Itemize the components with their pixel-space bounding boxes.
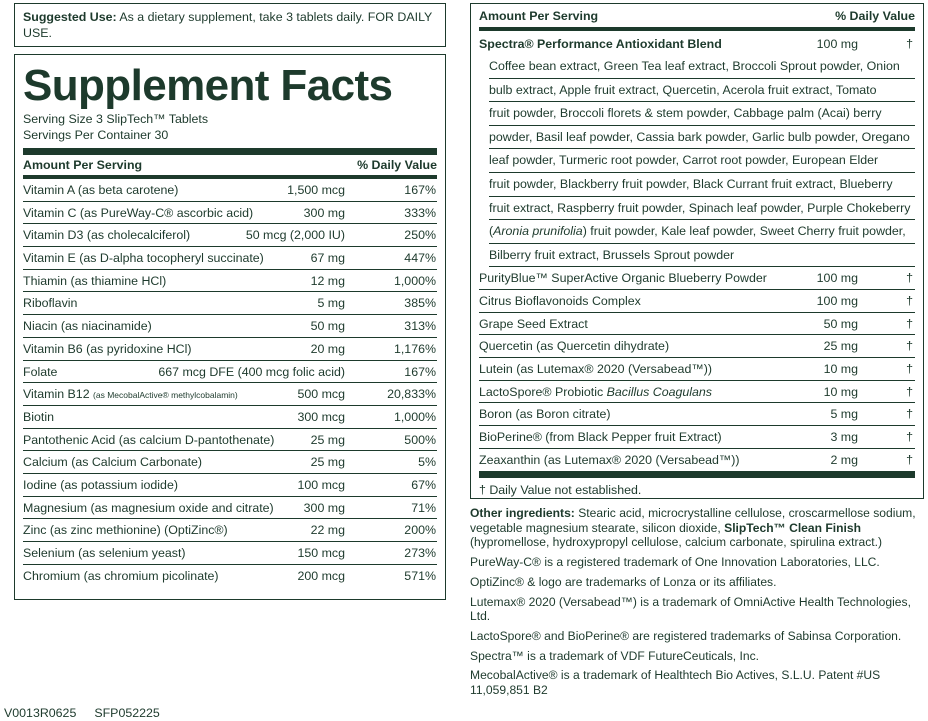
ingredient-name [479,294,641,308]
nutrient-amount: 50 mcg (2,000 IU) [245,228,345,243]
nutrient-amount: 667 mcg DFE (400 mcg folic acid) [158,364,345,379]
blend-ingredient-lines [489,55,915,220]
nutrient-name [23,410,54,424]
nutrient-name-text: Thiamin (as thiamine HCl) [23,273,167,288]
servings-per-container: Servings Per Container 30 [23,128,169,142]
blend-ingredient-line: fruit powder, Broccoli florets & stem powder, Cabbage palm (Acai) berry [489,102,915,126]
serving-size: Serving Size 3 SlipTech™ Tablets [23,112,209,126]
ingredient-daily-value: † [906,316,913,331]
nutrient-name-text: Vitamin E (as D-alpha tocopheryl succinate) [23,251,264,266]
nutrient-daily-value: 1,000% [393,409,436,424]
nutrient-name [23,296,77,310]
nutrient-amount: 1,500 mcg [287,183,345,197]
other-ingredients-label: Other ingredients: [470,506,575,520]
nutrient-row [23,542,437,565]
nutrient-amount: 67 mg [310,251,345,266]
trademark-note: LactoSpore® and BioPerine® are registered trademarks of Sabinsa Corporation. [470,628,902,643]
nutrient-daily-value: 333% [404,205,436,220]
nutrient-name [23,546,186,560]
nutrient-row [23,202,437,225]
nutrient-name [23,228,190,242]
nutrient-name-text: Selenium (as selenium yeast) [23,546,186,560]
ingredient-name-text: Zeaxanthin (as Lutemax® 2020 (Versabead™)) [479,452,740,467]
nutrient-row [23,519,437,542]
blend-ingredient-line: fruit extract, Raspberry fruit powder, Spinach leaf powder, Purple Chokeberry [489,197,915,221]
ingredient-name [479,362,712,376]
ingredient-amount: 10 mg [823,362,858,377]
nutrient-amount: 20 mg [310,341,345,356]
thick-divider [23,148,437,155]
ingredient-amount: 2 mg [830,452,858,467]
blend-ingredient-line: Coffee bean extract, Green Tea leaf extract, Broccoli Sprout powder, Onion [489,55,915,79]
nutrient-amount: 200 mcg [297,568,345,583]
ingredient-amount: 100 mg [816,294,858,309]
code-0: V0013R0625 [4,706,77,720]
nutrient-amount: 300 mcg [297,409,345,424]
suggested-use-text: As a dietary supplement, take 3 tablets daily. FOR DAILY USE. [23,10,433,40]
nutrient-row [23,224,437,247]
right-header-row [479,4,915,31]
antioxidant-facts-panel [470,3,924,499]
nutrient-row [23,179,437,202]
code-1: SFP052225 [94,706,160,720]
ingredient-row [479,449,915,472]
nutrient-name-text: Iodine (as potassium iodide) [23,477,178,492]
ingredient-row [479,426,915,449]
ingredient-daily-value: † [906,339,913,354]
nutrient-amount: 300 mg [303,205,345,220]
ingredient-daily-value: † [906,362,913,377]
ingredient-row [479,313,915,336]
nutrient-name [23,523,228,537]
other-ingredients-text2: (hypromellose, hydroxypropyl cellulose, calcium carbonate, spirulina extract.) [470,535,883,550]
nutrient-amount: 100 mcg [297,477,345,492]
trademark-notes [470,555,926,698]
nutrient-name [23,387,238,401]
nutrient-name-text: Folate [23,364,58,379]
nutrient-row [23,292,437,315]
other-ingredients-text1: Stearic acid, microcrystalline cellulose, croscarmellose sodium, vegetable magnesium stearate, silicon dioxide, [470,506,916,535]
nutrient-name [23,342,191,356]
ingredient-name-italic: Bacillus Coagulans [606,384,712,399]
nutrient-daily-value: 313% [404,319,436,334]
ingredient-name [479,407,611,421]
ingredient-daily-value: † [906,452,913,467]
nutrient-row [23,270,437,293]
nutrient-name-text: Vitamin C (as PureWay-C® ascorbic acid) [23,205,254,220]
nutrient-row [23,565,437,588]
nutrient-name [23,501,274,515]
supplement-facts-title: Supplement Facts [23,61,393,110]
nutrient-amount: 500 mcg [297,387,345,402]
nutrient-name [23,365,57,379]
ingredient-name [479,385,712,399]
ingredient-name-text: Citrus Bioflavonoids Complex [479,294,641,309]
header-amount: Amount Per Serving [23,158,143,172]
ingredient-name-text: LactoSpore® Probiotic [479,384,607,399]
ingredient-amount: 50 mg [823,316,858,331]
suggested-use-label: Suggested Use: [23,10,117,24]
nutrient-name [23,433,274,447]
nutrient-daily-value: 167% [404,364,436,379]
nutrient-name-text: Chromium (as chromium picolinate) [23,568,219,583]
blend-ingredients [489,55,915,267]
blend-amount: 100 mg [816,37,858,51]
ingredient-name-text: Quercetin (as Quercetin dihydrate) [479,339,670,354]
nutrient-name [23,569,219,583]
right-header-daily-value: % Daily Value [835,8,915,23]
blend-name: Spectra® Performance Antioxidant Blend [479,37,722,51]
blend-ingredient-line-italic: (Aronia prunifolia) fruit powder, Kale leaf powder, Sweet Cherry fruit powder, [489,220,915,244]
nutrient-name [23,455,202,469]
nutrient-name [23,478,178,492]
nutrient-daily-value: 500% [404,432,436,447]
nutrient-row [23,474,437,497]
blend-ingredient-line-rest: ) fruit powder, Kale leaf powder, Sweet Cherry fruit powder, [582,224,906,239]
ingredient-name [479,339,669,353]
nutrient-daily-value: 571% [404,568,436,583]
nutrient-daily-value: 385% [404,296,436,311]
nutrient-row [23,406,437,429]
ingredient-name [479,430,722,444]
ingredient-row [479,290,915,313]
nutrient-daily-value: 447% [404,251,436,266]
nutrient-name-text: Zinc (as zinc methionine) (OptiZinc®) [23,523,228,538]
ingredient-daily-value: † [906,430,913,445]
nutrient-amount: 5 mg [317,296,345,311]
nutrient-name-text: Vitamin B6 (as pyridoxine HCl) [23,341,192,356]
nutrient-amount: 50 mg [310,319,345,334]
nutrient-name [23,183,178,197]
nutrient-name-text: Vitamin B12 [23,387,90,402]
facts-header-row [23,155,437,179]
nutrient-name-text: Biotin [23,409,54,424]
ingredient-daily-value: † [906,294,913,309]
right-header-amount: Amount Per Serving [479,8,599,23]
nutrient-row [23,247,437,270]
nutrient-name [23,206,253,220]
nutrient-daily-value: 67% [411,477,436,492]
nutrient-row [23,315,437,338]
nutrient-daily-value: 1,000% [393,273,436,288]
ingredient-row [479,267,915,290]
nutrient-name [23,274,166,288]
nutrient-name-small: (as MecobalActive® methylcobalamin) [93,390,238,401]
nutrient-daily-value: 71% [411,500,436,515]
blend-ingredient-line: fruit powder, Blackberry fruit powder, Black Currant fruit extract, Blueberry [489,173,915,197]
nutrient-amount: 25 mg [310,455,345,470]
nutrient-row [23,361,437,384]
blend-ingredient-line: powder, Basil leaf powder, Cassia bark powder, Garlic bulb powder, Oregano [489,126,915,150]
other-ingredients-paragraph [470,506,926,550]
header-daily-value: % Daily Value [357,158,437,172]
nutrient-daily-value: 20,833% [387,387,436,402]
ingredient-name [479,453,740,467]
ingredient-name-text: BioPerine® (from Black Pepper fruit Extract) [479,430,722,445]
nutrient-name-text: Calcium (as Calcium Carbonate) [23,455,203,470]
supplement-facts-panel [14,54,446,600]
nutrient-daily-value: 167% [404,183,436,197]
nutrient-amount: 12 mg [310,273,345,288]
nutrient-row [23,338,437,361]
blend-ingredient-line: leaf powder, Turmeric root powder, Carrot root powder, European Elder [489,149,915,173]
ingredient-daily-value: † [906,407,913,422]
nutrient-amount: 300 mg [303,500,345,515]
ingredient-name [479,271,767,285]
blend-dv: † [906,37,913,51]
ingredient-name-text: PurityBlue™ SuperActive Organic Blueberry Powder [479,271,767,286]
nutrient-amount: 25 mg [310,432,345,447]
ingredient-row [479,403,915,426]
blend-row [479,31,915,55]
suggested-use-box [14,3,446,47]
ingredient-name-text: Boron (as Boron citrate) [479,407,611,422]
blend-ingredient-last-line: Bilberry fruit extract, Brussels Sprout powder [489,244,915,268]
nutrient-daily-value: 200% [404,523,436,538]
nutrient-daily-value: 250% [404,228,436,243]
nutrient-name-text: Riboflavin [23,296,78,311]
right-ingredient-table [479,267,915,471]
trademark-note: Spectra™ is a trademark of VDF FutureCeuticals, Inc. [470,648,760,663]
ingredient-name [479,317,588,331]
aronia-latin-name: Aronia prunifolia [493,224,583,239]
trademark-note: MecobalActive® is a trademark of Healthtech Bio Actives, S.L.U. Patent #US 11,059,851 B2 [470,668,881,698]
trademark-note: OptiZinc® & logo are trademarks of Lonza or its affiliates. [470,574,777,589]
daily-value-note: † Daily Value not established. [479,482,642,497]
other-ingredients [470,506,926,703]
nutrient-name-text: Niacin (as niacinamide) [23,319,152,334]
nutrient-name [23,319,152,333]
nutrient-name-text: Vitamin D3 (as cholecalciferol) [23,228,191,243]
ingredient-amount: 100 mg [816,271,858,286]
nutrient-row [23,429,437,452]
nutrient-table [23,179,437,587]
ingredient-daily-value: † [906,271,913,286]
nutrient-row [23,451,437,474]
sliptech-clean-finish: SlipTech™ Clean Finish [724,520,861,535]
trademark-note: PureWay-C® is a registered trademark of One Innovation Laboratories, LLC. [470,554,880,569]
blend-ingredient-line: bulb extract, Apple fruit extract, Quercetin, Acerola fruit extract, Tomato [489,79,915,103]
nutrient-name-text: Vitamin A (as beta carotene) [23,183,179,197]
ingredient-name-text: Lutein (as Lutemax® 2020 (Versabead™)) [479,362,712,377]
nutrient-daily-value: 273% [404,546,436,560]
ingredient-row [479,335,915,358]
ingredient-row [479,381,915,404]
nutrient-name-text: Magnesium (as magnesium oxide and citrate) [23,500,274,515]
ingredient-amount: 3 mg [830,430,858,445]
nutrient-daily-value: 5% [418,455,436,470]
ingredient-daily-value: † [906,384,913,399]
nutrient-daily-value: 1,176% [393,341,436,356]
ingredient-amount: 25 mg [823,339,858,354]
ingredient-name-text: Grape Seed Extract [479,316,588,331]
ingredient-amount: 10 mg [823,384,858,399]
product-codes [4,706,178,720]
nutrient-name [23,251,264,265]
nutrient-name-text: Pantothenic Acid (as calcium D-pantothenate) [23,432,275,447]
trademark-note: Lutemax® 2020 (Versabead™) is a trademark of OmniActive Health Technologies, Ltd. [470,594,911,624]
ingredient-amount: 5 mg [830,407,858,422]
nutrient-amount: 22 mg [310,523,345,538]
nutrient-amount: 150 mcg [297,546,345,560]
ingredient-row [479,358,915,381]
nutrient-row [23,383,437,406]
nutrient-row [23,497,437,520]
